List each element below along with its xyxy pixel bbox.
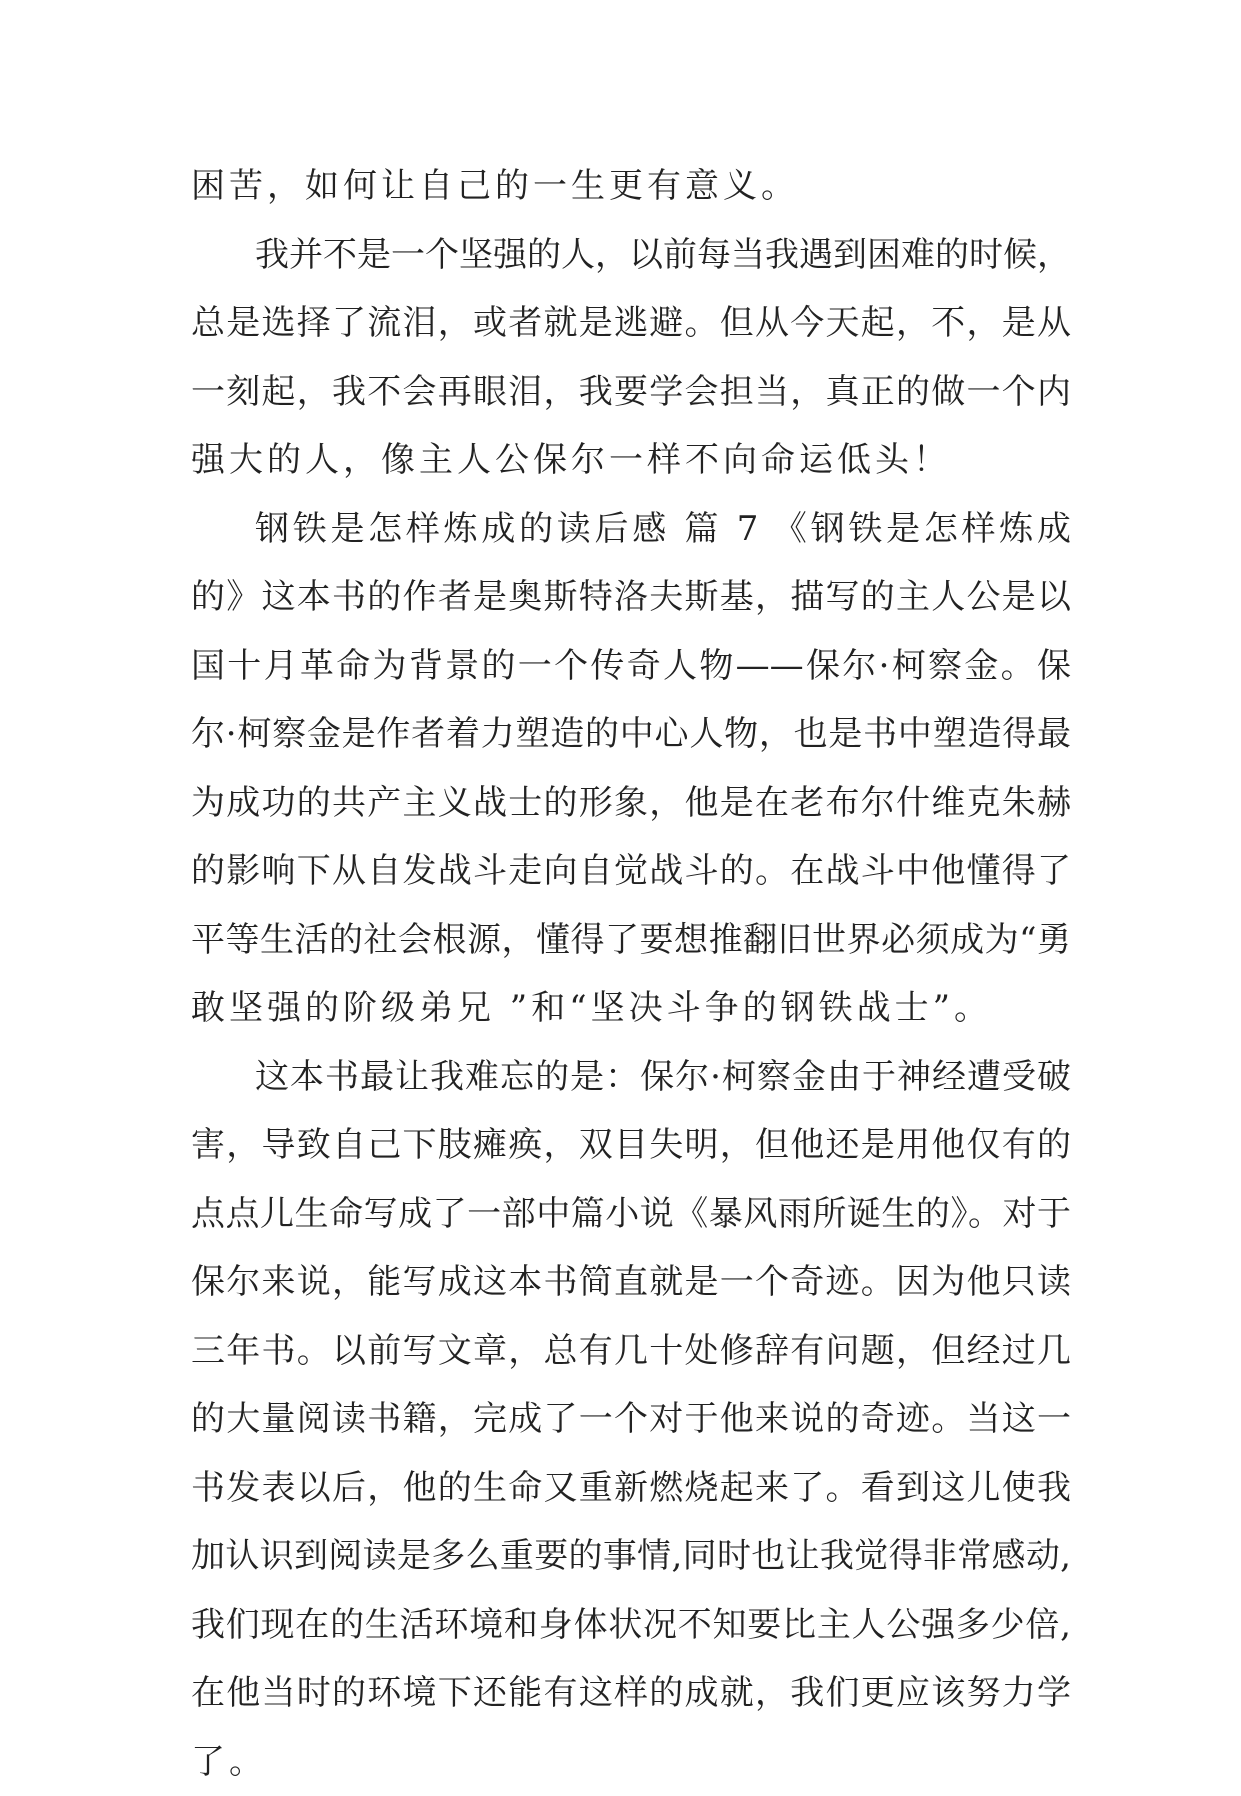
text-line: 在他当时的环境下还能有这样的成就，我们更应该努力学 bbox=[191, 1659, 1071, 1728]
text-line: 这本书最让我难忘的是：保尔·柯察金由于神经遭受破 bbox=[191, 1043, 1071, 1112]
text-line: 为成功的共产主义战士的形象，他是在老布尔什维克朱赫 bbox=[191, 769, 1071, 838]
text-line: 加认识到阅读是多么重要的事情,同时也让我觉得非常感动, bbox=[191, 1522, 1071, 1591]
text-line: 保尔来说，能写成这本书简直就是一个奇迹。因为他只读 bbox=[191, 1248, 1071, 1317]
text-line: 我们现在的生活环境和身体状况不知要比主人公强多少倍, bbox=[191, 1591, 1071, 1660]
text-line: 害，导致自己下肢瘫痪，双目失明，但他还是用他仅有的 bbox=[191, 1111, 1071, 1180]
text-line: 我并不是一个坚强的人，以前每当我遇到困难的时候， bbox=[191, 221, 1071, 290]
text-line: 三年书。以前写文章，总有几十处修辞有问题，但经过几 bbox=[191, 1317, 1071, 1386]
text-line: 尔·柯察金是作者着力塑造的中心人物，也是书中塑造得最 bbox=[191, 700, 1071, 769]
text-line: 国十月革命为背景的一个传奇人物——保尔·柯察金。保 bbox=[191, 632, 1071, 701]
text-line: 总是选择了流泪，或者就是逃避。但从今天起，不，是从 bbox=[191, 289, 1071, 358]
text-line: 强大的人，像主人公保尔一样不向命运低头！ bbox=[191, 426, 1071, 495]
text-line: 的影响下从自发战斗走向自觉战斗的。在战斗中他懂得了 bbox=[191, 837, 1071, 906]
text-line: 困苦，如何让自己的一生更有意义。 bbox=[191, 152, 1071, 221]
text-line: 了。 bbox=[191, 1728, 1071, 1796]
body-text bbox=[191, 152, 1071, 1796]
text-line: 敢坚强的阶级弟兄 ”和“坚决斗争的钢铁战士”。 bbox=[191, 974, 1071, 1043]
text-line: 钢铁是怎样炼成的读后感 篇 7 《钢铁是怎样炼成 bbox=[191, 495, 1071, 564]
text-line: 平等生活的社会根源，懂得了要想推翻旧世界必须成为“勇 bbox=[191, 906, 1071, 975]
text-line: 点点儿生命写成了一部中篇小说《暴风雨所诞生的》。对于 bbox=[191, 1180, 1071, 1249]
text-line: 一刻起，我不会再眼泪，我要学会担当，真正的做一个内 bbox=[191, 358, 1071, 427]
text-line: 的大量阅读书籍，完成了一个对于他来说的奇迹。当这一 bbox=[191, 1385, 1071, 1454]
text-line: 书发表以后，他的生命又重新燃烧起来了。看到这儿使我 bbox=[191, 1454, 1071, 1523]
text-line: 的》这本书的作者是奥斯特洛夫斯基，描写的主人公是以 bbox=[191, 563, 1071, 632]
